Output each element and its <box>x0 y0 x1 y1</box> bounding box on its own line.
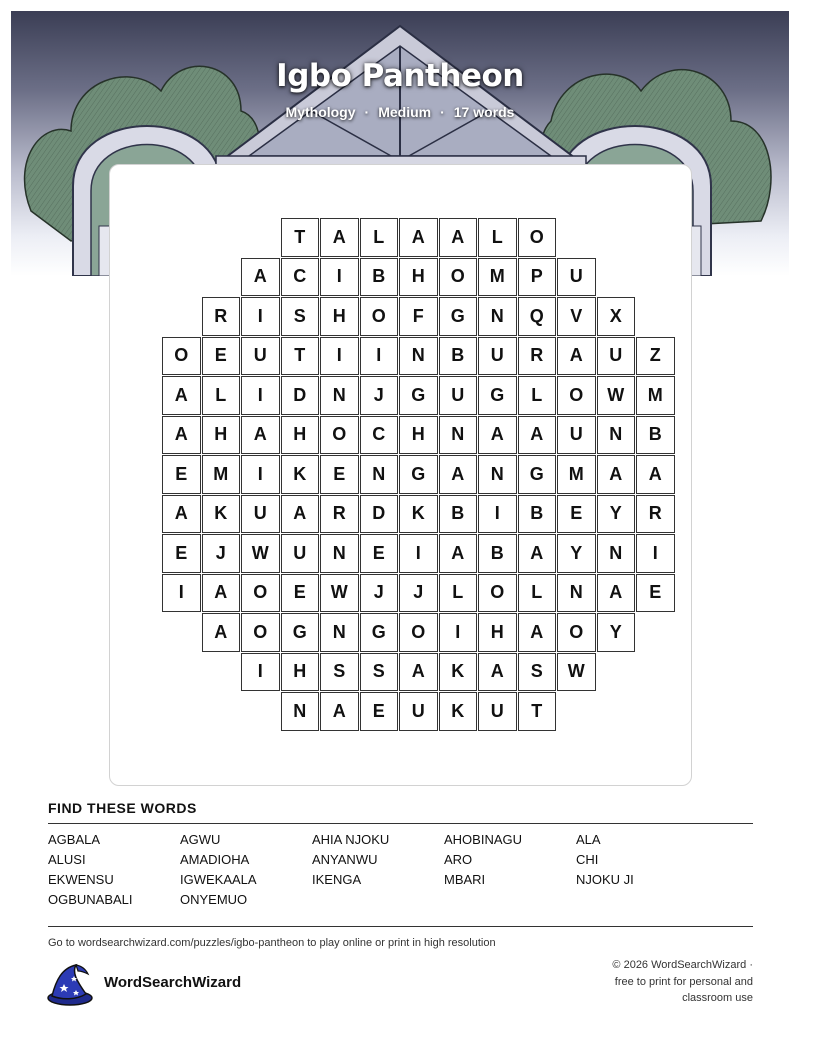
grid-cell[interactable]: G <box>518 455 557 494</box>
grid-cell[interactable]: N <box>478 297 517 336</box>
grid-cell[interactable]: L <box>478 218 517 257</box>
grid-cell[interactable]: A <box>439 218 478 257</box>
grid-cell[interactable]: B <box>360 258 399 297</box>
grid-cell[interactable]: X <box>597 297 636 336</box>
grid-cell[interactable]: E <box>281 574 320 613</box>
category-label: Mythology <box>285 104 356 120</box>
grid-cell[interactable]: I <box>439 613 478 652</box>
grid-cell[interactable]: P <box>518 258 557 297</box>
word-item: ALA <box>576 832 601 847</box>
grid-cell[interactable]: G <box>439 297 478 336</box>
grid-cell[interactable]: R <box>518 337 557 376</box>
grid-cell[interactable]: A <box>518 613 557 652</box>
word-item: AHOBINAGU <box>444 832 523 847</box>
grid-cell[interactable]: I <box>320 337 359 376</box>
grid-cell[interactable]: A <box>478 653 517 692</box>
grid-cell[interactable]: C <box>281 258 320 297</box>
grid-cell[interactable]: A <box>162 376 201 415</box>
grid-cell[interactable]: N <box>597 534 636 573</box>
word-list <box>48 832 753 908</box>
grid-cell[interactable]: A <box>399 653 438 692</box>
grid-cell[interactable]: R <box>202 297 241 336</box>
grid-cell[interactable]: W <box>320 574 359 613</box>
grid-cell[interactable]: S <box>320 653 359 692</box>
grid-cell[interactable]: L <box>202 376 241 415</box>
grid-cell[interactable]: I <box>162 574 201 613</box>
separator-dot: · <box>364 104 370 120</box>
grid-cell[interactable]: I <box>360 337 399 376</box>
grid-cell[interactable]: S <box>518 653 557 692</box>
grid-cell[interactable]: N <box>399 337 438 376</box>
grid-cell[interactable]: E <box>557 495 596 534</box>
grid-cell[interactable]: O <box>557 613 596 652</box>
grid-cell[interactable]: N <box>320 613 359 652</box>
grid-cell[interactable]: H <box>478 613 517 652</box>
grid-cell[interactable]: O <box>320 416 359 455</box>
grid-cell[interactable]: R <box>320 495 359 534</box>
grid-cell[interactable]: G <box>360 613 399 652</box>
letter-grid <box>162 218 682 738</box>
grid-cell[interactable]: O <box>557 376 596 415</box>
grid-cell[interactable]: U <box>281 534 320 573</box>
grid-cell[interactable]: A <box>439 534 478 573</box>
grid-cell[interactable]: M <box>478 258 517 297</box>
grid-cell[interactable]: B <box>636 416 675 455</box>
word-item: AHIA NJOKU <box>312 832 390 847</box>
grid-cell[interactable]: A <box>597 574 636 613</box>
grid-cell[interactable]: E <box>360 534 399 573</box>
grid-cell[interactable]: W <box>597 376 636 415</box>
grid-cell[interactable]: G <box>281 613 320 652</box>
word-item: EKWENSU <box>48 872 114 887</box>
grid-cell[interactable]: K <box>439 692 478 731</box>
grid-cell[interactable]: N <box>320 376 359 415</box>
copyright-text <box>553 957 753 1007</box>
grid-cell[interactable]: I <box>478 495 517 534</box>
grid-cell[interactable]: U <box>241 337 280 376</box>
word-item: CHI <box>576 852 599 867</box>
word-item: AMADIOHA <box>180 852 250 867</box>
word-item: ONYEMUO <box>180 892 248 907</box>
grid-cell[interactable]: D <box>360 495 399 534</box>
brand-name: WordSearchWizard <box>104 974 242 991</box>
word-item: NJOKU JI <box>576 872 634 887</box>
grid-cell[interactable]: A <box>478 416 517 455</box>
grid-cell[interactable]: N <box>478 455 517 494</box>
grid-cell[interactable]: K <box>399 495 438 534</box>
word-item: IKENGA <box>312 872 362 887</box>
grid-cell[interactable]: U <box>478 692 517 731</box>
word-item: ANYANWU <box>312 852 378 867</box>
grid-cell[interactable]: U <box>241 495 280 534</box>
grid-cell[interactable]: M <box>202 455 241 494</box>
grid-cell[interactable]: Q <box>518 297 557 336</box>
grid-cell[interactable]: G <box>399 376 438 415</box>
word-item: ALUSI <box>48 852 86 867</box>
grid-cell[interactable]: I <box>241 376 280 415</box>
grid-cell[interactable]: H <box>399 416 438 455</box>
word-item: IGWEKAALA <box>180 872 257 887</box>
grid-cell[interactable]: B <box>439 495 478 534</box>
grid-cell[interactable]: O <box>241 613 280 652</box>
separator-dot: · <box>440 104 445 120</box>
grid-cell[interactable]: L <box>518 376 557 415</box>
grid-cell[interactable]: A <box>320 218 359 257</box>
difficulty-label: Medium <box>378 104 432 120</box>
grid-cell[interactable]: B <box>518 495 557 534</box>
grid-cell[interactable]: A <box>162 495 201 534</box>
grid-cell[interactable]: V <box>557 297 596 336</box>
grid-cell[interactable]: I <box>399 534 438 573</box>
grid-cell[interactable]: K <box>281 455 320 494</box>
grid-cell[interactable]: I <box>320 258 359 297</box>
title-block <box>0 58 800 120</box>
grid-cell[interactable]: E <box>636 574 675 613</box>
grid-cell[interactable]: A <box>241 258 280 297</box>
grid-cell[interactable]: J <box>202 534 241 573</box>
grid-cell[interactable]: N <box>557 574 596 613</box>
grid-cell[interactable]: K <box>439 653 478 692</box>
grid-cell[interactable]: B <box>478 534 517 573</box>
grid-cell[interactable]: D <box>281 376 320 415</box>
grid-cell[interactable]: U <box>597 337 636 376</box>
grid-cell[interactable]: U <box>478 337 517 376</box>
grid-cell[interactable]: O <box>478 574 517 613</box>
grid-cell[interactable]: J <box>360 574 399 613</box>
grid-cell[interactable]: A <box>518 534 557 573</box>
word-section <box>48 800 753 908</box>
grid-cell[interactable]: A <box>597 455 636 494</box>
word-item: MBARI <box>444 872 486 887</box>
grid-cell[interactable]: S <box>281 297 320 336</box>
grid-cell[interactable]: O <box>241 574 280 613</box>
footer-divider <box>48 926 753 927</box>
grid-cell[interactable]: N <box>281 692 320 731</box>
grid-cell[interactable]: A <box>241 416 280 455</box>
copyright-line: free to print for personal and <box>614 975 753 988</box>
grid-cell[interactable]: I <box>636 534 675 573</box>
grid-cell[interactable]: M <box>636 376 675 415</box>
grid-cell[interactable]: E <box>360 692 399 731</box>
grid-cell[interactable]: L <box>439 574 478 613</box>
grid-cell[interactable]: I <box>241 455 280 494</box>
word-item: AGWU <box>180 832 221 847</box>
grid-cell[interactable]: N <box>360 455 399 494</box>
divider <box>48 823 753 824</box>
grid-cell[interactable]: U <box>557 416 596 455</box>
wizard-hat-icon <box>46 962 94 1006</box>
grid-cell[interactable]: E <box>202 337 241 376</box>
grid-cell[interactable]: M <box>557 455 596 494</box>
grid-cell[interactable]: U <box>557 258 596 297</box>
word-count-label: 17 words <box>453 104 515 120</box>
grid-cell[interactable]: B <box>439 337 478 376</box>
grid-cell[interactable]: A <box>636 455 675 494</box>
grid-cell[interactable]: A <box>557 337 596 376</box>
grid-cell[interactable]: A <box>518 416 557 455</box>
grid-cell[interactable]: A <box>399 218 438 257</box>
grid-cell[interactable]: H <box>281 416 320 455</box>
grid-cell[interactable]: T <box>518 692 557 731</box>
grid-cell[interactable]: O <box>399 613 438 652</box>
grid-cell[interactable]: R <box>636 495 675 534</box>
grid-cell[interactable]: J <box>399 574 438 613</box>
word-item: AGBALA <box>48 832 101 847</box>
footer-url-text: Go to wordsearchwizard.com/puzzles/igbo-pantheon to play online or print in high resolution <box>48 937 496 949</box>
copyright-line: classroom use <box>682 992 753 1004</box>
grid-cell[interactable]: O <box>439 258 478 297</box>
grid-cell[interactable]: T <box>281 337 320 376</box>
grid-cell[interactable]: G <box>399 455 438 494</box>
grid-cell[interactable]: A <box>202 613 241 652</box>
grid-cell[interactable]: O <box>162 337 201 376</box>
grid-cell[interactable]: W <box>241 534 280 573</box>
grid-cell[interactable]: L <box>360 218 399 257</box>
grid-cell[interactable]: O <box>360 297 399 336</box>
word-section-heading: FIND THESE WORDS <box>48 800 197 816</box>
grid-cell[interactable]: Y <box>597 613 636 652</box>
grid-cell[interactable]: A <box>202 574 241 613</box>
grid-cell[interactable]: U <box>399 692 438 731</box>
grid-cell[interactable]: Z <box>636 337 675 376</box>
grid-cell[interactable]: Y <box>557 534 596 573</box>
word-item: ARO <box>444 852 473 867</box>
grid-cell[interactable]: H <box>399 258 438 297</box>
grid-cell[interactable]: Y <box>597 495 636 534</box>
grid-cell[interactable]: I <box>241 653 280 692</box>
puzzle-meta <box>0 104 800 120</box>
word-item: OGBUNABALI <box>48 892 133 907</box>
puzzle-title: Igbo Pantheon <box>276 58 524 94</box>
grid-cell[interactable]: J <box>360 376 399 415</box>
grid-cell[interactable]: O <box>518 218 557 257</box>
grid-cell[interactable]: E <box>320 455 359 494</box>
grid-cell[interactable]: C <box>360 416 399 455</box>
grid-cell[interactable]: H <box>202 416 241 455</box>
grid-cell[interactable]: N <box>597 416 636 455</box>
grid-cell[interactable]: A <box>281 495 320 534</box>
grid-cell[interactable]: K <box>202 495 241 534</box>
grid-cell[interactable]: H <box>320 297 359 336</box>
grid-cell[interactable]: W <box>557 653 596 692</box>
grid-cell[interactable]: T <box>281 218 320 257</box>
grid-cell[interactable]: A <box>320 692 359 731</box>
grid-cell[interactable]: A <box>162 416 201 455</box>
grid-cell[interactable]: U <box>439 376 478 415</box>
grid-cell[interactable]: G <box>478 376 517 415</box>
grid-cell[interactable]: A <box>439 455 478 494</box>
grid-cell[interactable]: N <box>320 534 359 573</box>
grid-cell[interactable]: H <box>281 653 320 692</box>
grid-cell[interactable]: I <box>241 297 280 336</box>
grid-cell[interactable]: N <box>439 416 478 455</box>
grid-cell[interactable]: F <box>399 297 438 336</box>
grid-cell[interactable]: E <box>162 534 201 573</box>
grid-cell[interactable]: S <box>360 653 399 692</box>
grid-cell[interactable]: L <box>518 574 557 613</box>
copyright-line: © 2026 WordSearchWizard · <box>612 959 753 971</box>
grid-cell[interactable]: E <box>162 455 201 494</box>
